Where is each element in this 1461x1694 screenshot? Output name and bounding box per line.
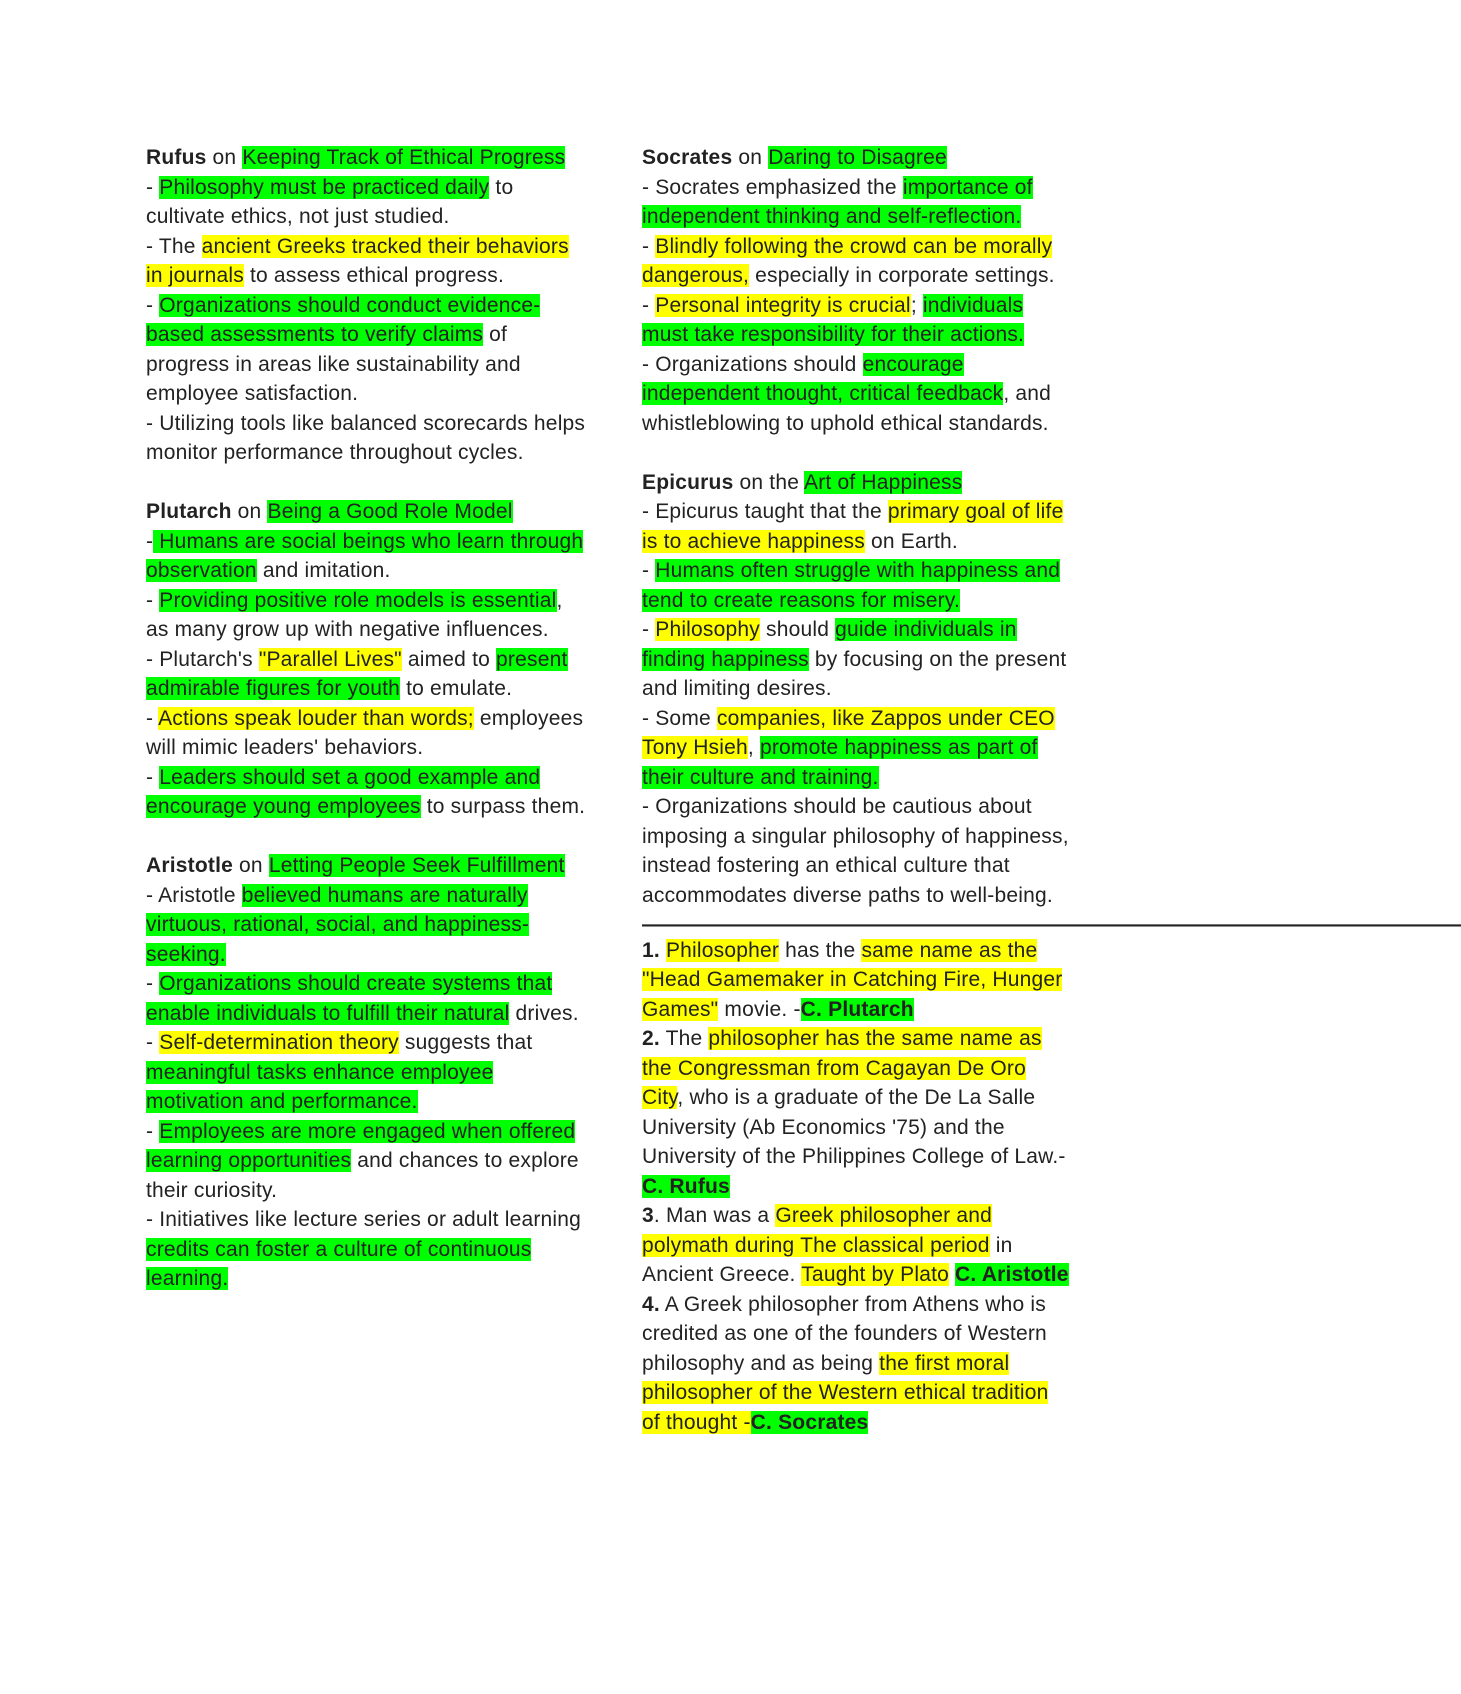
text-run: - [146, 972, 160, 995]
highlighted-text: Self-determination theory [159, 1031, 399, 1054]
philosopher-section [146, 143, 586, 468]
bullet-point [642, 232, 1072, 291]
bullet-point [146, 291, 586, 409]
bullet-point [146, 881, 586, 970]
text-run: - Aristotle [146, 883, 242, 907]
quiz-list [642, 936, 1072, 1438]
bullet-point [642, 615, 1072, 704]
text-run: to assess ethical progress. [243, 264, 504, 287]
highlighted-text: present admirable figures for youth [146, 647, 568, 700]
highlighted-text: C. Rufus [642, 1174, 730, 1198]
text-run: especially in corporate settings. [749, 264, 1055, 287]
heading-connector: on [237, 500, 262, 523]
section-heading [146, 497, 586, 527]
text-run: 4. [642, 1292, 660, 1316]
text-run: - Initiatives like lecture series or adult learning [146, 1208, 582, 1231]
text-run: of progress in areas like sustainability and employee satisfaction. [146, 323, 521, 405]
text-run: - [146, 293, 160, 317]
highlighted-text: Taught by Plato [801, 1263, 949, 1286]
text-run: - [642, 559, 656, 582]
text-run: - [642, 234, 656, 258]
text-run: drives. [509, 1001, 579, 1025]
highlighted-text: Greek philosopher and polymath during The classical period [642, 1204, 993, 1257]
philosopher-name: Socrates [642, 146, 733, 169]
highlighted-text: Organizations should create systems that enable individuals to fulfill their natural [146, 972, 553, 1025]
section-heading [642, 468, 1072, 498]
quiz-item [642, 1201, 1072, 1290]
bullet-point [642, 704, 1072, 793]
section-topic: Keeping Track of Ethical Progress [242, 146, 566, 169]
heading-connector: on [738, 146, 763, 169]
text-run: should [759, 618, 836, 641]
text-run: . Man was a [653, 1204, 776, 1227]
text-run: to emulate. [400, 677, 513, 700]
section-heading [146, 143, 586, 173]
quiz-item [642, 1290, 1072, 1438]
text-run: on Earth. [864, 529, 958, 553]
text-run: - [146, 1119, 160, 1143]
text-run: 1. [642, 938, 660, 962]
text-run: - [146, 706, 159, 730]
text-run: - [146, 529, 154, 553]
text-run: ; [910, 293, 923, 317]
bullet-point [146, 1205, 586, 1294]
highlighted-text: "Parallel Lives" [258, 647, 402, 671]
left-column [146, 143, 586, 1323]
philosopher-name: Plutarch [146, 500, 232, 523]
philosopher-name: Epicurus [642, 470, 734, 494]
text-run: - Socrates emphasized the [642, 175, 903, 199]
bullet-point [642, 350, 1072, 439]
bullet-point [642, 497, 1072, 556]
section-divider: ——————————————————————————————————————— [642, 913, 1461, 936]
highlighted-text: Blindly following the crowd can be morally dangerous, [642, 234, 1053, 287]
text-run: in Ancient Greece. [642, 1233, 1013, 1286]
bullet-point [642, 792, 1072, 910]
text-run: , as many grow up with negative influences. [146, 588, 563, 641]
text-run: to cultivate ethics, not just studied. [146, 175, 514, 228]
text-run: - Some [642, 706, 717, 730]
highlighted-text: Philosopher [665, 938, 780, 962]
highlighted-text: meaningful tasks enhance employee motivation and performance. [146, 1060, 494, 1113]
philosopher-section [146, 497, 586, 822]
bullet-point [146, 409, 586, 468]
highlighted-text: companies, like Zappos under CEO Tony Hsieh [642, 706, 1055, 759]
text-run: - Utilizing tools like balanced scorecards helps monitor performance throughout cycles. [146, 411, 586, 464]
highlighted-text: Humans often struggle with happiness and tend to create reasons for misery. [642, 559, 1061, 612]
text-run: , [747, 736, 760, 759]
text-run: , who is a graduate of the De La Salle University (Ab Economics '75) and the University of the Philippines College of Law.- [642, 1086, 1066, 1168]
philosopher-section [146, 851, 586, 1294]
text-run: - [146, 765, 160, 789]
text-run: employees will mimic leaders' behaviors. [146, 706, 584, 759]
right-column [642, 143, 1461, 1437]
highlighted-text: Providing positive role models is essential [159, 588, 557, 612]
bullet-point [146, 763, 586, 822]
bullet-point [146, 1028, 586, 1117]
heading-connector: on the [739, 470, 800, 494]
section-heading [642, 143, 1072, 173]
highlighted-text: Employees are more engaged when offered learning opportunities [146, 1119, 576, 1172]
highlighted-text: Organizations should conduct evidence-based assessments to verify claims [146, 293, 541, 346]
highlighted-text: believed humans are naturally virtuous, rational, social, and happiness-seeking. [146, 883, 530, 966]
heading-connector: on [212, 146, 237, 169]
highlighted-text: individuals must take responsibility for their actions. [642, 293, 1025, 346]
bullet-point [642, 291, 1072, 350]
text-run: to surpass them. [420, 795, 586, 818]
bullet-point [146, 173, 586, 232]
text-run: and imitation. [256, 559, 391, 582]
text-run: - Plutarch's [146, 647, 259, 671]
text-run: movie. - [718, 997, 801, 1021]
text-run: aimed to [401, 647, 497, 671]
bullet-point [146, 586, 586, 645]
heading-connector: on [239, 854, 263, 877]
section-topic: Art of Happiness [804, 470, 963, 494]
text-run: 3 [642, 1204, 654, 1227]
text-run: - [642, 618, 656, 641]
section-topic: Letting People Seek Fulfillment [268, 854, 565, 877]
highlighted-text: C. Plutarch [800, 997, 914, 1021]
philosopher-name: Aristotle [146, 854, 233, 877]
text-run: - Organizations should [642, 352, 863, 376]
text-run: by focusing on the present and limiting desires. [642, 647, 1067, 700]
text-run: - [146, 175, 160, 199]
highlighted-text: guide individuals in finding happiness [642, 618, 1017, 671]
bullet-point [146, 527, 586, 586]
text-run: 2. [642, 1027, 660, 1050]
text-run: The [659, 1027, 709, 1050]
text-run: A Greek philosopher from Athens who is credited as one of the founders of Western philosophy and as being [642, 1292, 1047, 1375]
highlighted-text: Personal integrity is crucial [655, 293, 911, 317]
text-run: , and whistleblowing to uphold ethical standards. [642, 382, 1052, 435]
philosopher-name: Rufus [146, 146, 207, 169]
highlighted-text: primary goal of life is to achieve happiness [642, 500, 1064, 553]
text-run: - The [146, 234, 202, 258]
text-run: - [146, 1031, 160, 1054]
bullet-point [146, 969, 586, 1028]
philosopher-section [642, 143, 1072, 438]
section-heading [146, 851, 586, 881]
philosopher-section [642, 468, 1072, 911]
highlighted-text: Philosophy [655, 618, 760, 641]
text-run: and chances to explore their curiosity. [146, 1149, 579, 1202]
text-run: - Epicurus taught that the [642, 500, 888, 523]
text-run: has the [779, 938, 862, 962]
text-run: - Organizations should be cautious about imposing a singular philosophy of happiness, instead fostering an ethical culture that accommodates diverse paths to well-being. [642, 795, 1069, 907]
highlighted-text: the first moral philosopher of the Western ethical tradition of thought - [642, 1351, 1049, 1434]
bullet-point [146, 704, 586, 763]
section-topic: Being a Good Role Model [267, 500, 513, 523]
highlighted-text: Leaders should set a good example and encourage young employees [146, 765, 541, 818]
highlighted-text: credits can foster a culture of continuous learning. [146, 1237, 532, 1290]
section-topic: Daring to Disagree [768, 146, 947, 169]
quiz-item [642, 936, 1072, 1025]
highlighted-text: importance of independent thinking and self-reflection. [642, 175, 1033, 228]
highlighted-text: encourage independent thought, critical feedback [642, 352, 1004, 405]
highlighted-text: ancient Greeks tracked their behaviors in journals [146, 234, 569, 287]
highlighted-text: Actions speak louder than words; [158, 706, 474, 730]
highlighted-text: promote happiness as part of their culture and training. [642, 736, 1038, 789]
highlighted-text: Humans are social beings who learn through observation [146, 529, 584, 582]
highlighted-text: same name as the "Head Gamemaker in Catching Fire, Hunger Games" [642, 938, 1063, 1021]
text-run: suggests that [398, 1031, 533, 1054]
highlighted-text: Philosophy must be practiced daily [159, 175, 490, 199]
highlighted-text: C. Socrates [750, 1410, 869, 1434]
bullet-point [642, 556, 1072, 615]
text-run: - [146, 588, 160, 612]
highlighted-text: C. Aristotle [955, 1263, 1069, 1286]
bullet-point [146, 1117, 586, 1206]
quiz-item [642, 1024, 1072, 1201]
bullet-point [146, 645, 586, 704]
bullet-point [146, 232, 586, 291]
text-run: - [642, 293, 656, 317]
highlighted-text: philosopher has the same name as the Congressman from Cagayan De Oro City [642, 1027, 1042, 1109]
bullet-point [642, 173, 1072, 232]
